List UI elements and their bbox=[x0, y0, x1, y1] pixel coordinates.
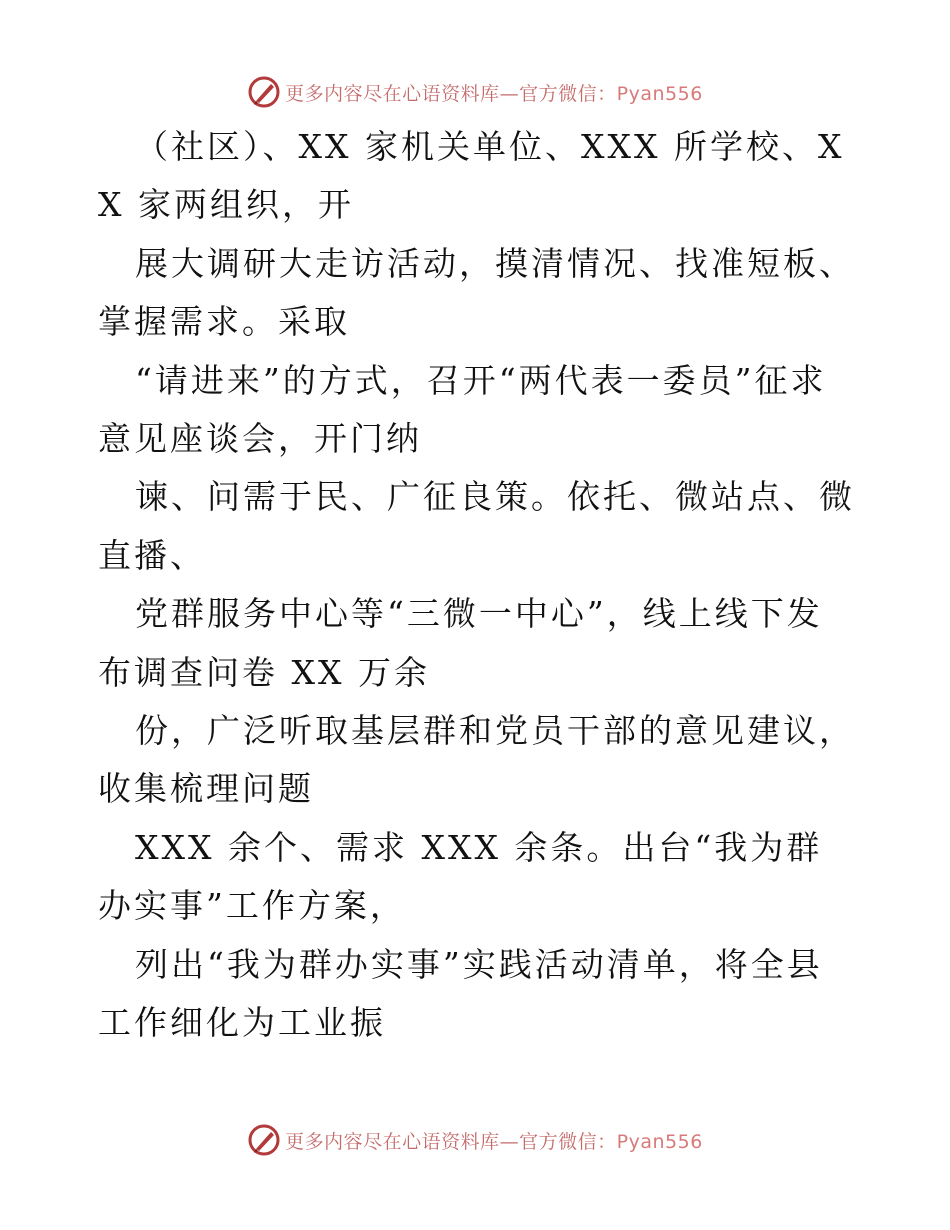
watermark-handle: Pyan556 bbox=[616, 82, 703, 105]
paragraph: 列出“我为群办实事”实践活动清单，将全县工作细化为工业振 bbox=[98, 944, 823, 1043]
paragraph: 展大调研大走访活动，摸清情况、找准短板、掌握需求。采取 bbox=[98, 243, 855, 342]
paragraph: 党群服务中心等“三微一中心”，线上线下发布调查问卷 XX 万余 bbox=[98, 594, 823, 692]
watermark-handle: Pyan556 bbox=[616, 1130, 703, 1153]
header-watermark bbox=[0, 72, 950, 112]
paragraph: XXX 余个、需求 XXX 余条。出台“我为群办实事”工作方案， bbox=[98, 827, 823, 926]
pen-logo-icon bbox=[247, 75, 281, 109]
paragraph: 谏、问需于民、广征良策。依托、微站点、微直播、 bbox=[98, 477, 855, 575]
watermark-text: 更多内容尽在心语资料库—官方微信：Pyan556 bbox=[285, 1130, 703, 1153]
paragraph: 份，广泛听取基层群和党员干部的意见建议，收集梳理问题 bbox=[98, 711, 855, 809]
pen-logo-icon bbox=[247, 1123, 281, 1157]
document-body bbox=[98, 118, 858, 1053]
paragraph: （社区）、XX 家机关单位、XXX 所学校、XX 家两组织，开 bbox=[98, 127, 845, 225]
paragraph: “请进来”的方式，召开“两代表一委员”征求意见座谈会，开门纳 bbox=[98, 360, 827, 459]
footer-watermark bbox=[0, 1120, 950, 1160]
watermark-text: 更多内容尽在心语资料库—官方微信：Pyan556 bbox=[285, 82, 703, 105]
